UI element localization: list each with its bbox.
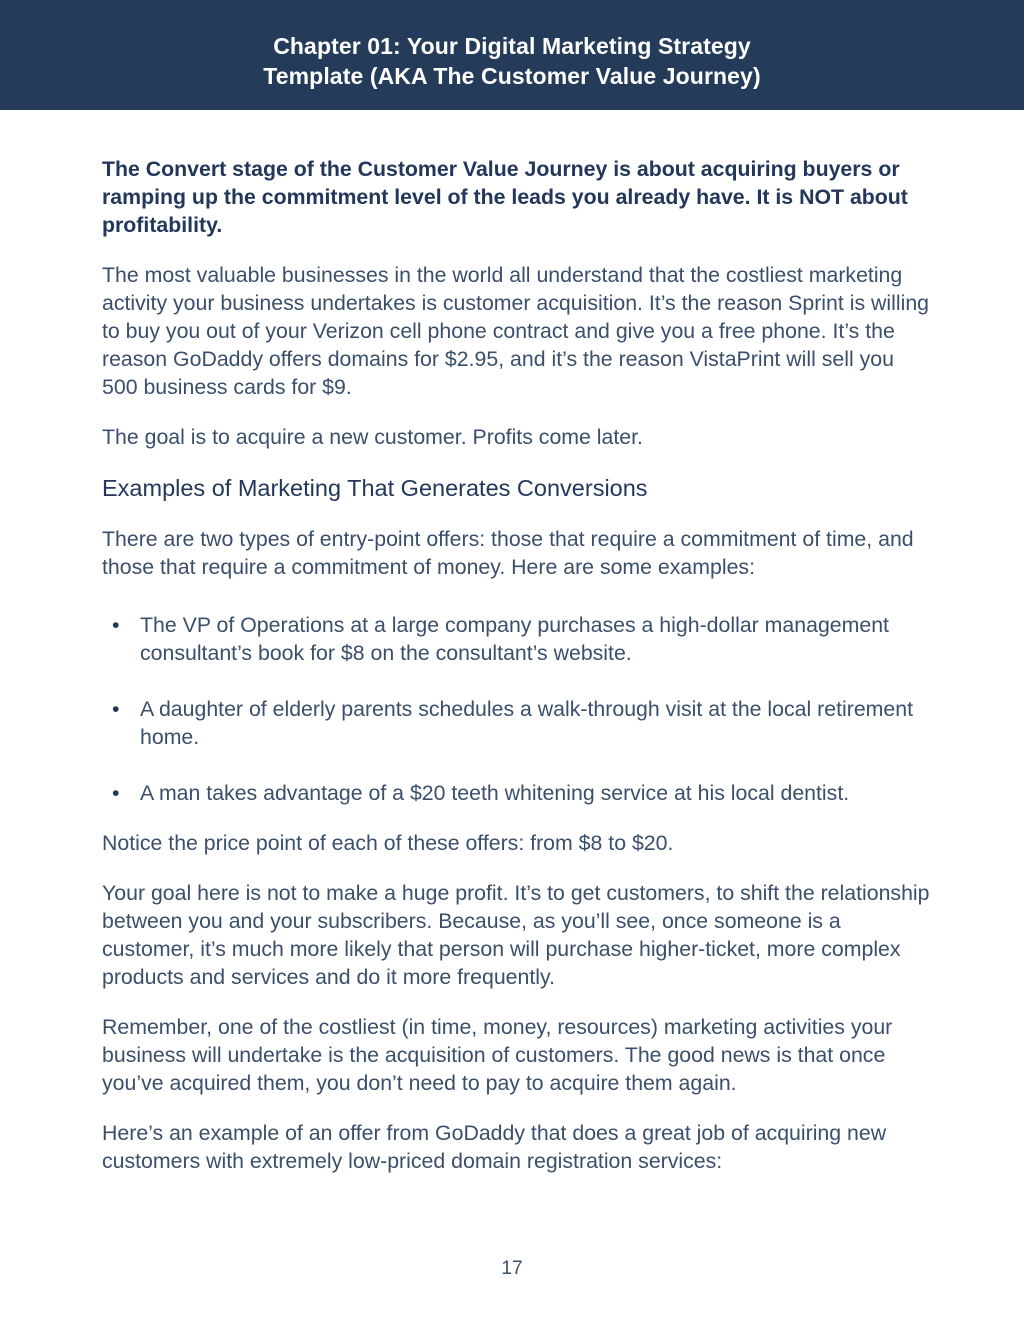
paragraph-godaddy-example: Here’s an example of an offer from GoDaddy that does a great job of acquiring new customers with extremely low-priced domain registration services: xyxy=(102,1121,887,1173)
paragraph-price-point: Notice the price point of each of these offers: from $8 to $20. xyxy=(102,831,674,855)
list-item xyxy=(102,695,932,751)
list-item xyxy=(102,611,932,667)
paragraph-costliest-activity: The most valuable businesses in the world all understand that the costliest marketing activity your business undertakes is customer acquisition. It’s the reason Sprint is willing to buy you out of your Verizon cell phone contract and give you a free phone. It’s the reason GoDaddy offers domains for $2.95, and it’s the reason VistaPrint will sell you 500 business cards for $9. xyxy=(102,263,930,399)
chapter-title-line-2: Template (AKA The Customer Value Journey) xyxy=(263,63,761,89)
section-subheading: Examples of Marketing That Generates Conversions xyxy=(102,475,648,501)
page-body xyxy=(102,155,932,1175)
list-item-text: The VP of Operations at a large company purchases a high-dollar management consultant’s book for $8 on the consultant’s website. xyxy=(140,613,889,665)
bullet-icon: • xyxy=(112,697,120,721)
bullet-icon: • xyxy=(112,613,120,637)
list-item-text: A man takes advantage of a $20 teeth whitening service at his local dentist. xyxy=(140,781,850,805)
page-number: 17 xyxy=(501,1258,523,1279)
examples-list xyxy=(102,611,932,807)
bullet-icon: • xyxy=(112,781,120,805)
paragraph-goal: The goal is to acquire a new customer. Profits come later. xyxy=(102,425,643,449)
lead-paragraph: The Convert stage of the Customer Value Journey is about acquiring buyers or ramping up the commitment level of the leads you already have. It is NOT about profitability. xyxy=(102,157,908,237)
list-item xyxy=(102,779,932,807)
paragraph-your-goal: Your goal here is not to make a huge profit. It’s to get customers, to shift the relationship between you and your subscribers. Because, as you’ll see, once someone is a customer, it’s much more likely that person will purchase higher-ticket, more complex products and services and do it more frequently. xyxy=(102,881,930,989)
paragraph-entry-point-offers: There are two types of entry-point offers: those that require a commitment of time, and those that require a commitment of money. Here are some examples: xyxy=(102,527,914,579)
paragraph-remember: Remember, one of the costliest (in time, money, resources) marketing activities your business will undertake is the acquisition of customers. The good news is that once you’ve acquired them, you don’t need to pay to acquire them again. xyxy=(102,1015,893,1095)
list-item-text: A daughter of elderly parents schedules a walk-through visit at the local retirement home. xyxy=(140,697,914,749)
chapter-header-banner xyxy=(0,0,1024,110)
chapter-title-line-1: Chapter 01: Your Digital Marketing Strategy xyxy=(273,33,751,59)
